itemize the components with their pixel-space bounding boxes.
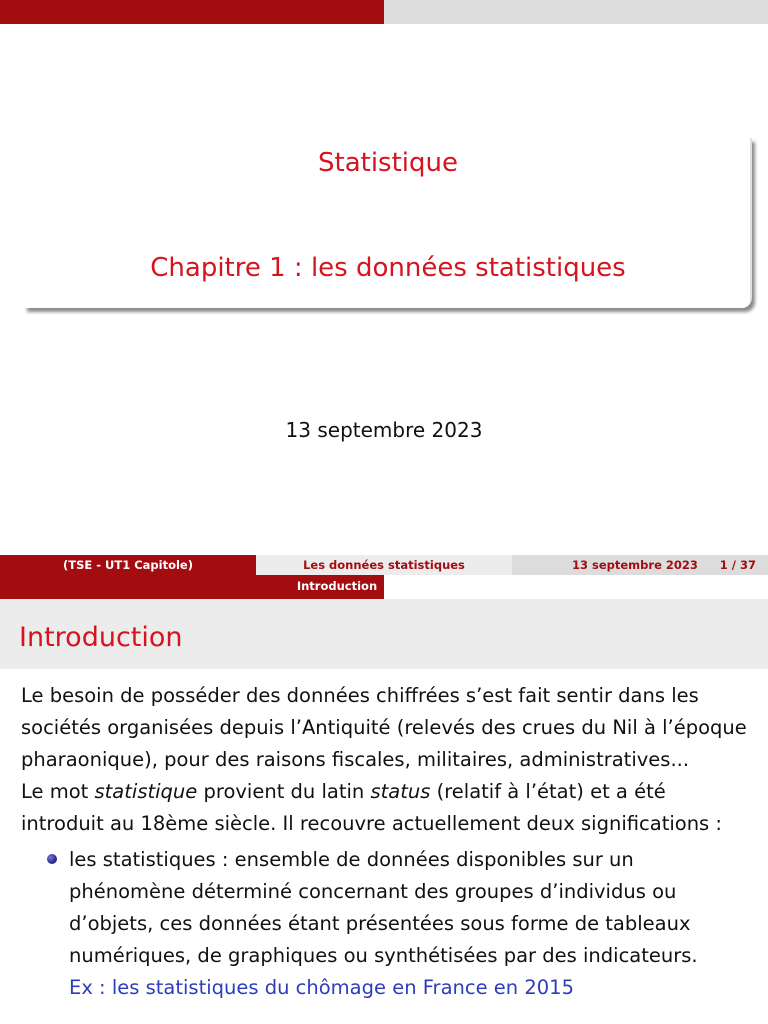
top-bar-red-segment xyxy=(0,0,384,24)
etymology-text-a: Le mot xyxy=(21,780,95,803)
footer-topic[interactable]: Les données statistiques xyxy=(256,555,512,575)
presentation-subtitle: Chapitre 1 : les données statistiques xyxy=(150,253,626,283)
top-headline-bar xyxy=(0,0,768,24)
top-bar-gray-segment xyxy=(384,0,768,24)
footer-date: 13 septembre 2023 xyxy=(572,558,698,572)
etymology-text-b: provient du latin xyxy=(197,780,371,803)
list-item xyxy=(21,844,751,972)
footer-org: (TSE - UT1 Capitole) xyxy=(0,555,256,575)
bullet-icon xyxy=(47,854,57,864)
term-status: status xyxy=(370,780,431,803)
section-nav-right xyxy=(384,575,768,599)
example-text: Ex : les statistiques du chômage en France en 2015 xyxy=(69,976,574,999)
footer-date-box xyxy=(512,555,768,575)
presentation-date: 13 septembre 2023 xyxy=(285,418,483,442)
section-nav-left xyxy=(0,575,290,599)
page-number: 1 / 37 xyxy=(719,558,756,572)
navigation-band xyxy=(0,555,768,599)
bullet-text: les statistiques : ensemble de données disponibles sur un phénomène déterminé concernant des groupes d’individus ou d’objets, ces données étant présentées sous forme de tableaux numériques, de graphiques ou synthétisées par des indicateurs. xyxy=(69,848,698,967)
slide-body xyxy=(21,680,751,1004)
etymology-text-c: (relatif à l’état) et a été introduit au 18ème siècle. Il recouvre actuellement deux significations : xyxy=(21,780,722,835)
term-statistique: statistique xyxy=(94,780,198,803)
frame-title: Introduction xyxy=(19,622,183,653)
section-nav-introduction[interactable]: Introduction xyxy=(290,575,384,599)
title-box xyxy=(24,138,752,308)
presentation-title: Statistique xyxy=(318,148,458,178)
etymology-paragraph xyxy=(21,776,751,840)
intro-paragraph: Le besoin de posséder des données chiffrées s’est fait sentir dans les sociétés organisées depuis l’Antiquité (relevés des crues du Nil à l’époque pharaonique), pour des raisons fiscales, militaires, administratives... xyxy=(21,684,747,771)
